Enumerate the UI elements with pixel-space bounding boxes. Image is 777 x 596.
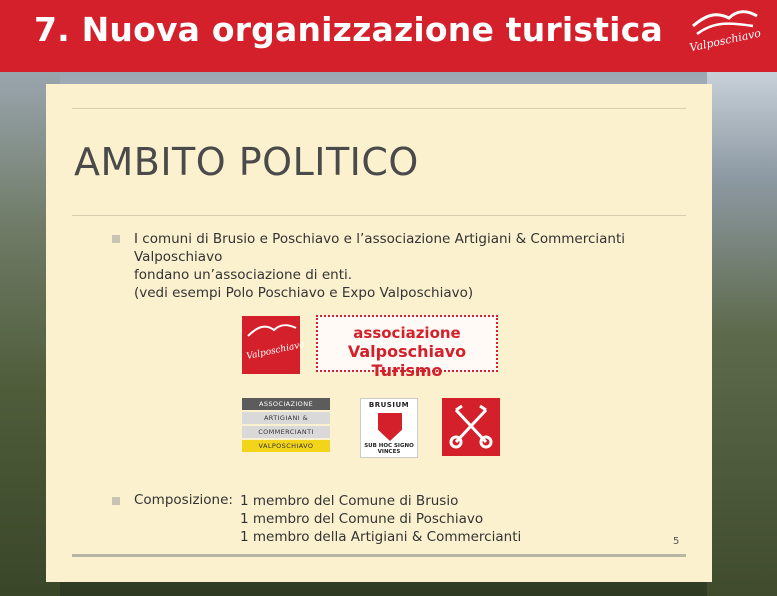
composition-item: 1 membro del Comune di Poschiavo	[240, 511, 484, 527]
divider-middle	[72, 215, 686, 216]
artigiani-bar: ARTIGIANI &	[242, 412, 330, 424]
bullet-icon	[112, 497, 120, 505]
intro-paragraph	[134, 230, 694, 302]
association-turismo-logo	[316, 315, 498, 380]
page-number: 5	[673, 536, 680, 547]
valposchiavo-logo	[687, 4, 761, 64]
slide-panel	[46, 84, 712, 582]
paragraph-line: I comuni di Brusio e Poschiavo e l’associazione Artigiani & Commercianti Valposchiavo	[134, 231, 626, 265]
brusium-title: BRUSIUM	[368, 401, 410, 409]
divider-top	[72, 108, 686, 109]
composition-list	[240, 492, 521, 546]
slide-title: AMBITO POLITICO	[74, 140, 419, 184]
shield-icon	[378, 413, 402, 441]
header-bar	[0, 0, 777, 72]
artigiani-commercianti-logo	[242, 398, 330, 458]
logo-wordmark: Valposchiavo	[245, 339, 306, 363]
paragraph-line: (vedi esempi Polo Poschiavo e Expo Valposchiavo)	[134, 285, 474, 301]
brusium-coat-of-arms	[360, 398, 418, 458]
divider-bottom	[72, 554, 686, 557]
crossed-keys-icon	[442, 398, 500, 456]
association-line-2: Valposchiavo Turismo	[347, 342, 467, 380]
brand-wordmark: Valposchiavo	[688, 26, 763, 55]
artigiani-bar: COMMERCIANTI	[242, 426, 330, 438]
composition-item: 1 membro della Artigiani & Commercianti	[240, 529, 522, 545]
poschiavo-coat-of-arms	[442, 398, 500, 456]
association-line-1: associazione	[353, 324, 461, 342]
landscape-right	[707, 70, 777, 596]
valposchiavo-red-logo	[242, 316, 306, 374]
artigiani-bar: VALPOSCHIAVO	[242, 440, 330, 452]
artigiani-bar: ASSOCIAZIONE	[242, 398, 330, 410]
page-title: 7. Nuova organizzazione turistica	[34, 10, 663, 49]
composition-label: Composizione:	[134, 492, 233, 508]
bullet-icon	[112, 235, 120, 243]
brusium-motto: SUB HOC SIGNO VINCES	[364, 443, 414, 455]
composition-item: 1 membro del Comune di Brusio	[240, 493, 459, 509]
paragraph-line: fondano un’associazione di enti.	[134, 267, 353, 283]
